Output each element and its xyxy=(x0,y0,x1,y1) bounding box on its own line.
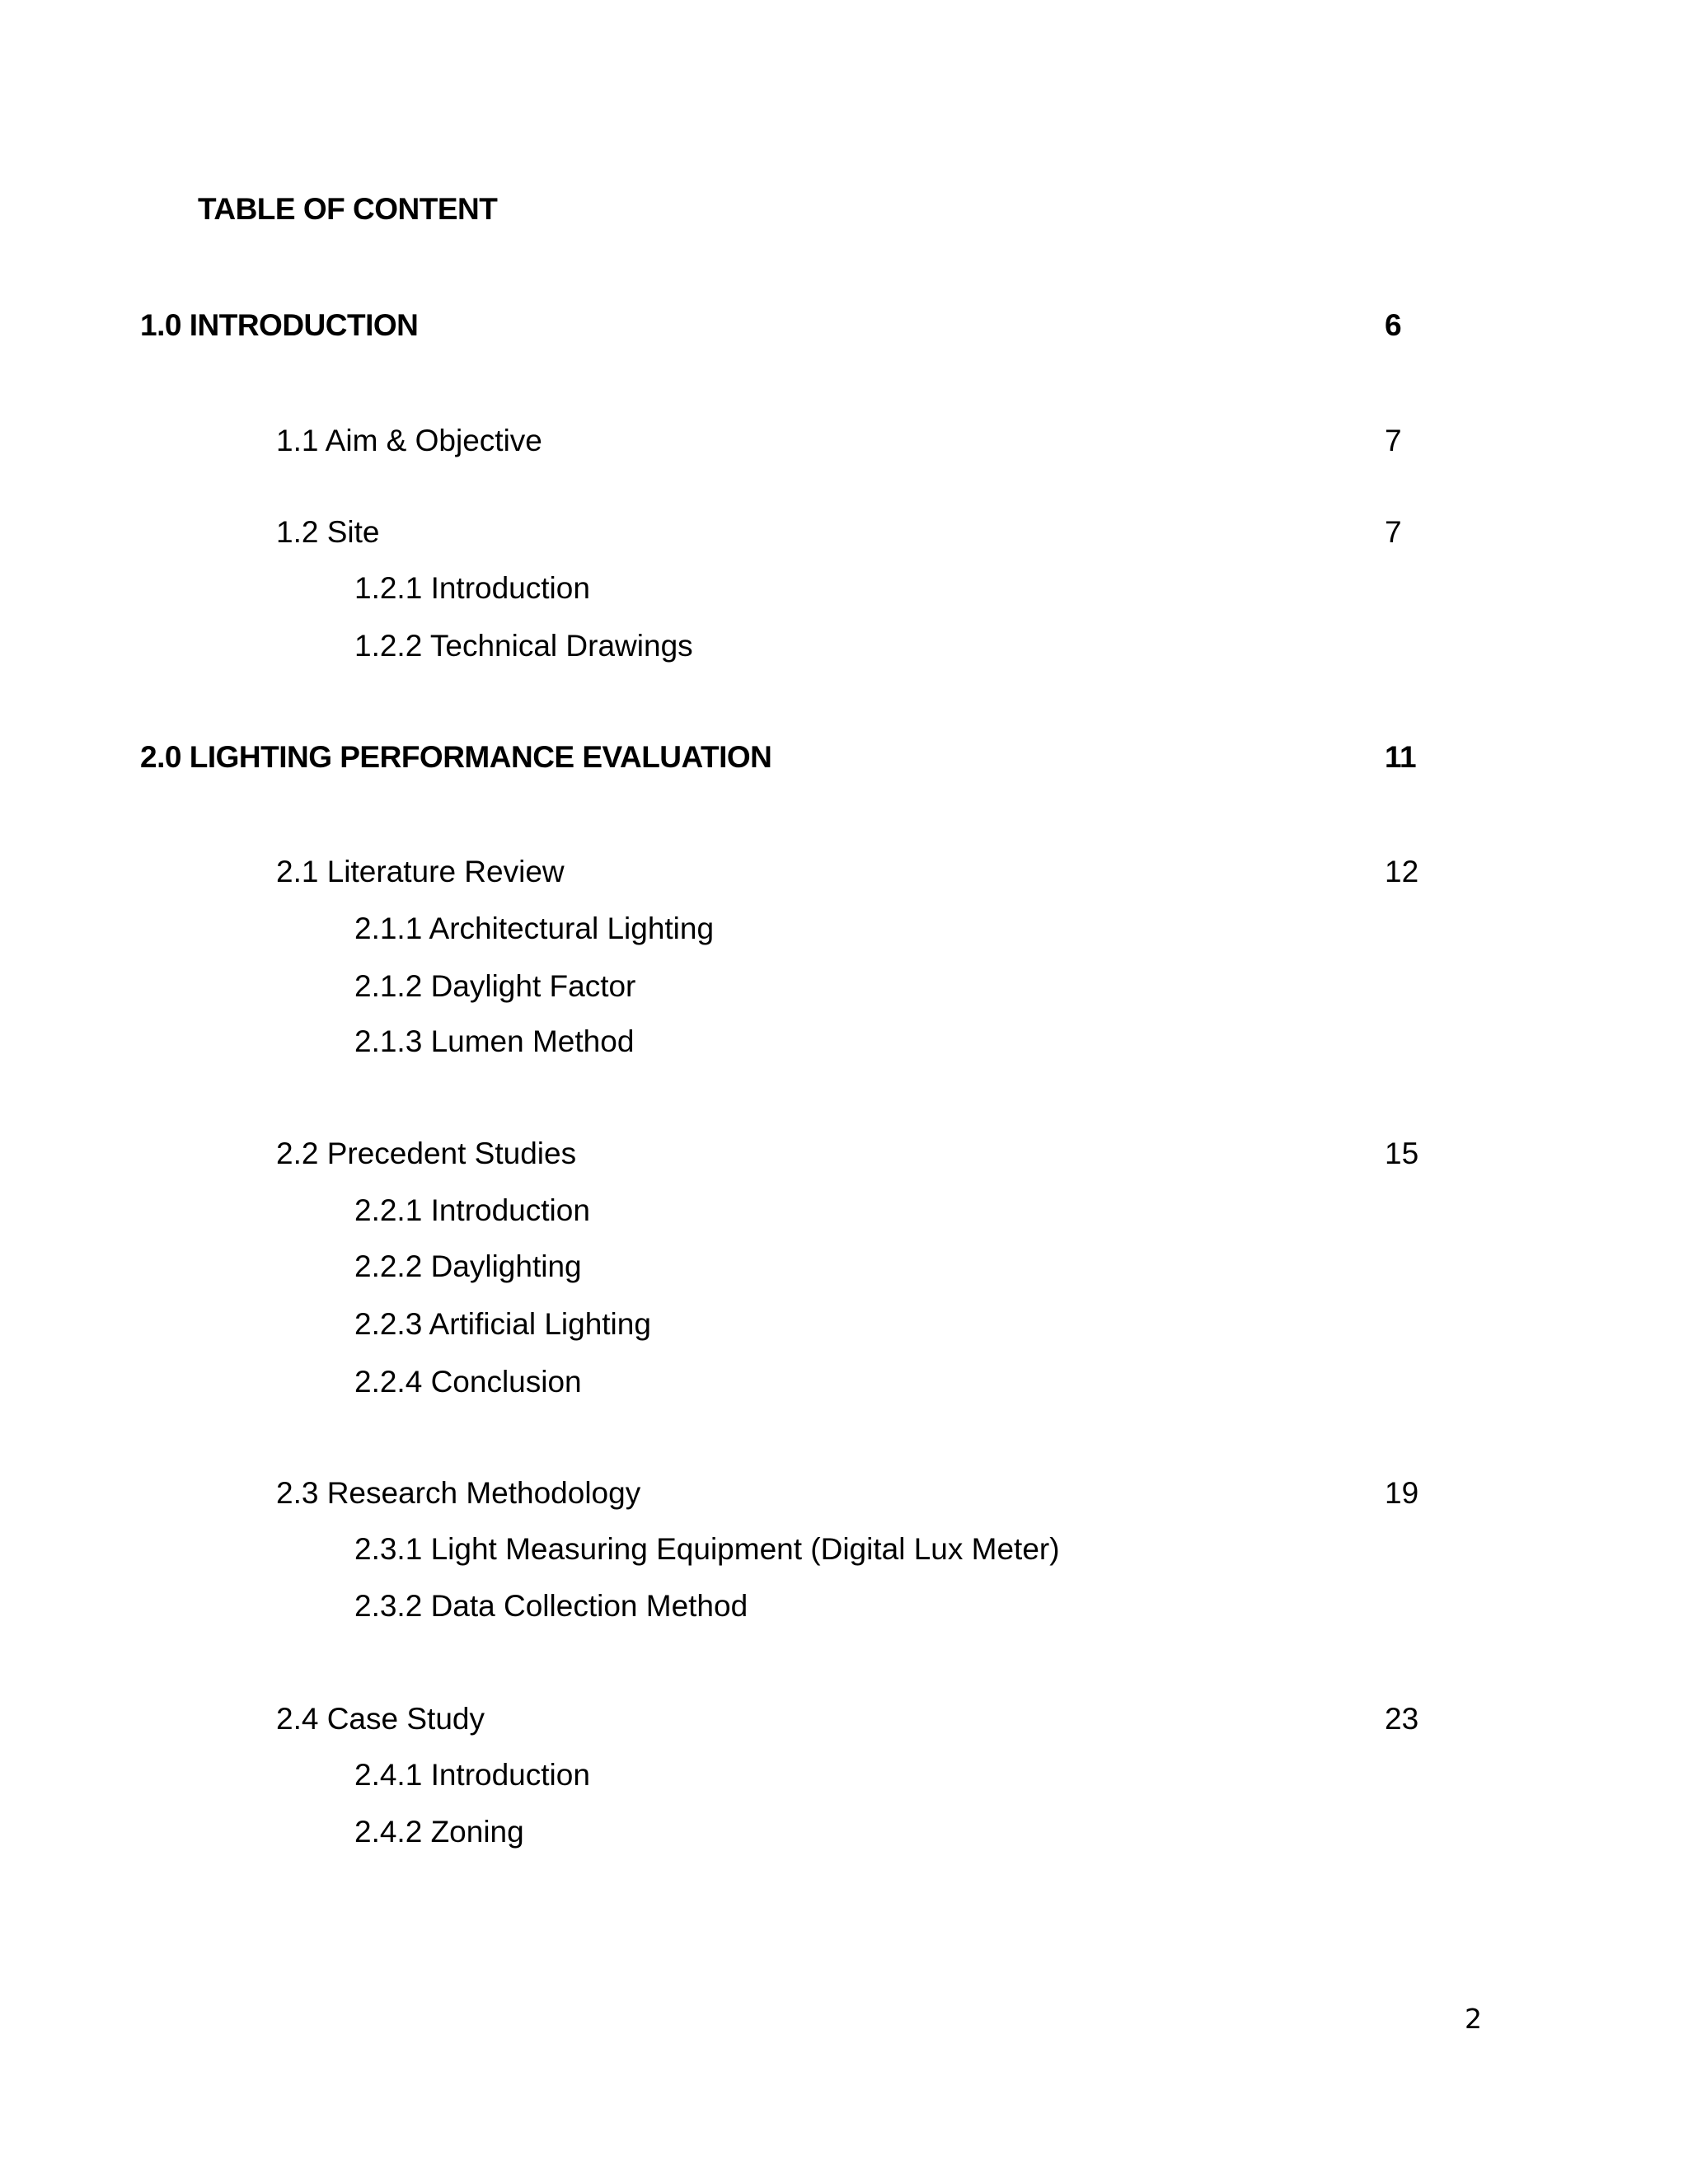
toc-entry-label: 1.0 INTRODUCTION xyxy=(140,308,419,342)
toc-entry-label: 2.1.1 Architectural Lighting xyxy=(354,912,715,945)
toc-entry-page: 19 xyxy=(1385,1476,1419,1510)
toc-entry-label: 2.2.2 Daylighting xyxy=(354,1249,582,1283)
toc-entry-label: 2.2 Precedent Studies xyxy=(276,1137,577,1170)
page-number: 2 xyxy=(1465,2003,1482,2035)
toc-title: TABLE OF CONTENT xyxy=(198,192,498,226)
toc-entry-label: 2.2.1 Introduction xyxy=(354,1193,590,1227)
toc-entry-label: 1.2.2 Technical Drawings xyxy=(354,629,693,663)
toc-entry-label: 2.3.2 Data Collection Method xyxy=(354,1589,748,1623)
toc-entry-page: 12 xyxy=(1385,855,1419,888)
toc-entry-page: 15 xyxy=(1385,1137,1419,1170)
toc-entry-label: 2.1 Literature Review xyxy=(276,855,565,888)
toc-entry-label: 2.2.3 Artificial Lighting xyxy=(354,1307,651,1341)
toc-entry-label: 2.0 LIGHTING PERFORMANCE EVALUATION xyxy=(140,740,772,774)
toc-entry-label: 2.1.3 Lumen Method xyxy=(354,1024,635,1058)
toc-entry-page: 6 xyxy=(1385,308,1402,342)
toc-entry-label: 2.2.4 Conclusion xyxy=(354,1365,582,1399)
toc-entry-label: 2.4.2 Zoning xyxy=(354,1815,524,1849)
toc-entry-page: 7 xyxy=(1385,424,1402,457)
toc-entry-page: 11 xyxy=(1385,740,1417,774)
toc-entry-label: 1.2.1 Introduction xyxy=(354,571,590,605)
toc-entry-label: 1.1 Aim & Objective xyxy=(276,424,542,457)
toc-entry-label: 1.2 Site xyxy=(276,515,380,549)
toc-entry-label: 2.1.2 Daylight Factor xyxy=(354,969,636,1003)
toc-entry-label: 2.4.1 Introduction xyxy=(354,1758,590,1792)
toc-entry-page: 7 xyxy=(1385,515,1402,549)
toc-entry-page: 23 xyxy=(1385,1702,1419,1736)
toc-entry-label: 2.3.1 Light Measuring Equipment (Digital Lux Meter) xyxy=(354,1532,1060,1566)
toc-entry-label: 2.3 Research Methodology xyxy=(276,1476,641,1510)
toc-entry-label: 2.4 Case Study xyxy=(276,1702,485,1736)
